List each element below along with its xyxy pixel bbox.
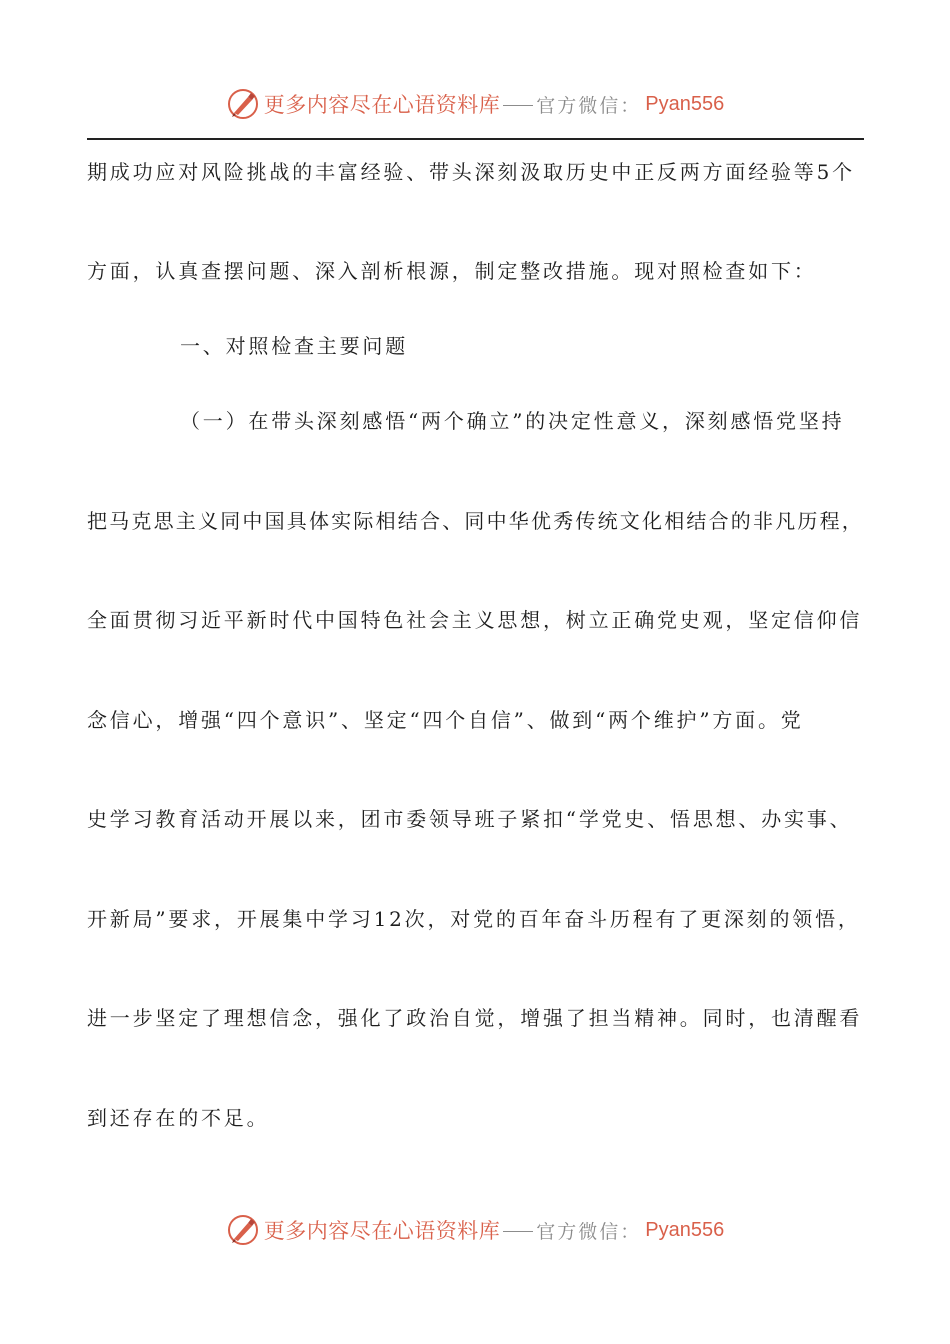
header-wechat-label: 官方微信： — [536, 94, 642, 117]
body-line-8: 史学习教育活动开展以来，团市委领导班子紧扣“学党史、悟思想、办实事、 — [87, 807, 853, 831]
section-heading: 一、对照检查主要问题 — [180, 334, 408, 358]
body-line-2: 方面，认真查摆问题、深入剖析根源，制定整改措施。现对照检查如下： — [87, 259, 817, 283]
body-line-6: 全面贯彻习近平新时代中国特色社会主义思想，树立正确党史观，坚定信仰信 — [87, 608, 863, 632]
body-line-9: 开新局”要求，开展集中学习12次，对党的百年奋斗历程有了更深刻的领悟， — [87, 907, 861, 931]
footer-wechat-label: 官方微信： — [536, 1220, 642, 1243]
body-line-5: 把马克思主义同中国具体实际相结合、同中华优秀传统文化相结合的非凡历程， — [87, 509, 864, 533]
page-footer — [0, 1210, 950, 1250]
header-rule — [87, 138, 864, 140]
footer-banner-text: 更多内容尽在心语资料库 — [263, 1219, 501, 1243]
pen-logo-icon — [226, 87, 260, 121]
footer-banner-dash — [503, 1231, 533, 1232]
header-banner-text: 更多内容尽在心语资料库 — [263, 93, 501, 117]
footer-banner — [226, 1213, 724, 1247]
header-banner-dash — [503, 105, 533, 106]
body-line-10: 进一步坚定了理想信念，强化了政治自觉，增强了担当精神。同时，也清醒看 — [87, 1006, 863, 1030]
header-banner — [226, 87, 724, 121]
header-wechat-id: Pyan556 — [645, 92, 725, 115]
pen-logo-icon — [226, 1213, 260, 1247]
footer-wechat-id: Pyan556 — [645, 1218, 725, 1241]
page-header — [0, 84, 950, 124]
body-line-1: 期成功应对风险挑战的丰富经验、带头深刻汲取历史中正反两方面经验等5个 — [87, 160, 855, 184]
subsection-heading: （一）在带头深刻感悟“两个确立”的决定性意义，深刻感悟党坚持 — [180, 409, 845, 433]
body-line-11: 到还存在的不足。 — [87, 1106, 270, 1130]
body-line-7: 念信心，增强“四个意识”、坚定“四个自信”、做到“两个维护”方面。党 — [87, 708, 804, 732]
